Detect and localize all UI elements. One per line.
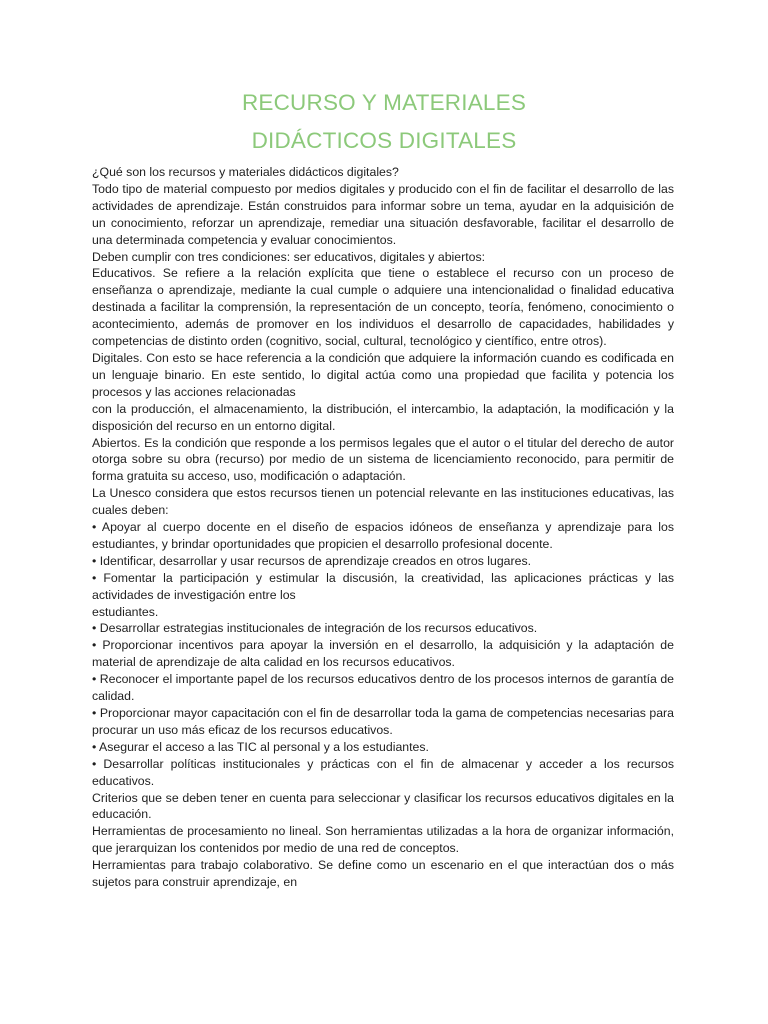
list-item: • Proporcionar mayor capacitación con el fin de desarrollar toda la gama de competencias necesarias para procurar un uso más eficaz de los recursos educativos. [92,706,674,737]
paragraph-digitales: Digitales. Con esto se hace referencia a la condición que adquiere la información cuando es codificada en un lenguaje binario. En este sentido, lo digital actúa como una propiedad que facilita y potencia los procesos y las acciones relacionadas [92,350,674,399]
paragraph-digitales-cont: con la producción, el almacenamiento, la distribución, el intercambio, la adaptación, la modificación y la disposición del recurso en un entorno digital. [92,401,674,433]
title-line-1: RECURSO Y MATERIALES [241,90,527,115]
list-item: • Identificar, desarrollar y usar recursos de aprendizaje creados en otros lugares. [92,553,532,568]
list-item: • Proporcionar incentivos para apoyar la inversión en el desarrollo, la adquisición y la adaptación de material de aprendizaje de alta calidad en los recursos educativos. [92,638,674,670]
list-item: • Apoyar al cuerpo docente en el diseño de espacios idóneos de enseñanza y aprendizaje para los estudiantes, y brindar oportunidades que propicien el desarrollo profesional docente. [92,520,674,551]
list-item: • Reconocer el importante papel de los recursos educativos dentro de los procesos internos de garantía de calidad. [92,672,674,704]
paragraph-unesco: La Unesco considera que estos recursos tienen un potencial relevante en las instituciones educativas, las cuales deben: [92,486,674,518]
document-body [92,164,674,891]
list-item: • Fomentar la participación y estimular la discusión, la creatividad, las aplicaciones prácticas y las actividades de investigación entre los [92,570,674,602]
paragraph-conditions: Deben cumplir con tres condiciones: ser educativos, digitales y abiertos: [92,249,486,264]
paragraph-question: ¿Qué son los recursos y materiales didácticos digitales? [92,165,399,179]
paragraph-definition: Todo tipo de material compuesto por medios digitales y producido con el fin de facilitar el desarrollo de las actividades de aprendizaje. Están construidos para informar sobre un tema, ayudar en la adquisición de un conocimiento, reforzar un aprendizaje, remediar una situación desfavorable, facilitar el desarrollo de una determinada competencia y evaluar conocimientos. [92,181,674,247]
paragraph-abiertos: Abiertos. Es la condición que responde a los permisos legales que el autor o el titular del derecho de autor otorga sobre su obra (recurso) por medio de un sistema de licenciamiento reconocido, para permitir de forma gratuita su acceso, uso, modificación o adaptación. [92,435,674,484]
paragraph-educativos: Educativos. Se refiere a la relación explícita que tiene o establece el recurso con un proceso de enseñanza o aprendizaje, mediante la cual cumple o adquiere una intencionalidad o finalidad educativa destinada a facilitar la comprensión, la representación de un concepto, teoría, fenómeno, conocimiento o acontecimiento, además de promover en los individuos el desarrollo de capacidades, habilidades y competencias de distinto orden (cognitivo, social, cultural, tecnológico y científico, entre otros). [92,266,674,349]
list-item: • Desarrollar estrategias institucionales de integración de los recursos educativos. [92,621,538,636]
paragraph-procesamiento: Herramientas de procesamiento no lineal. Son herramientas utilizadas a la hora de organizar información, que jerarquizan los contenidos por medio de una red de conceptos. [92,824,674,856]
paragraph-colaborativo: Herramientas para trabajo colaborativo. Se define como un escenario en el que interactúan dos o más sujetos para construir aprendizaje, en [92,858,674,890]
title-line-2: DIDÁCTICOS DIGITALES [251,128,517,153]
paragraph-criterios: Criterios que se deben tener en cuenta para seleccionar y clasificar los recursos educativos digitales en la educación. [92,790,674,822]
list-item-cont: estudiantes. [92,604,159,619]
list-item: • Desarrollar políticas institucionales y prácticas con el fin de almacenar y acceder a los recursos educativos. [92,756,674,788]
list-item: • Asegurar el acceso a las TIC al personal y a los estudiantes. [92,739,429,754]
